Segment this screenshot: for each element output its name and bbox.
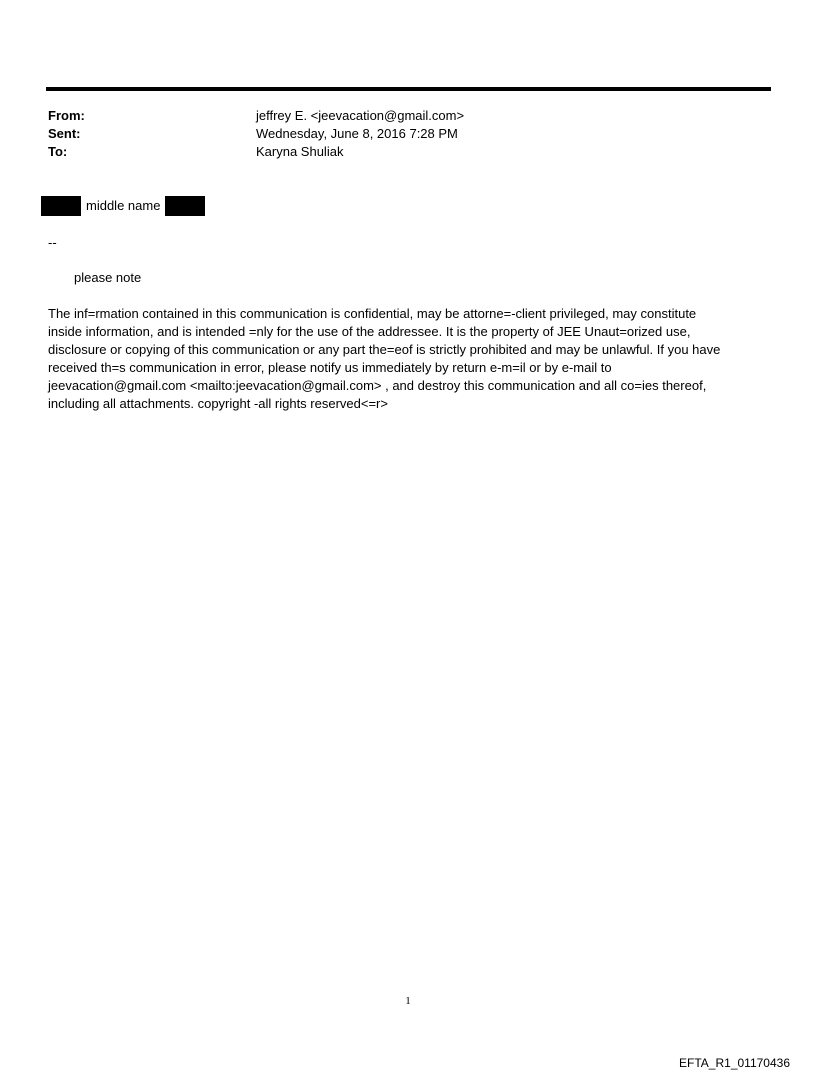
from-label: From: (48, 108, 85, 123)
email-header (48, 107, 464, 161)
bates-number: EFTA_R1_01170436 (679, 1056, 790, 1070)
disclaimer-line: jeevacation@gmail.com <mailto:jeevacation@gmail.com> , and destroy this communication and all co=ies thereof, (48, 378, 707, 393)
disclaimer-line: inside information, and is intended =nly for the use of the addressee. It is the property of JEE Unaut=orized use, (48, 324, 691, 339)
sent-value: Wednesday, June 8, 2016 7:28 PM (256, 126, 458, 141)
sent-row (48, 125, 464, 143)
to-label: To: (48, 144, 68, 159)
from-value: jeffrey E. <jeevacation@gmail.com> (256, 108, 465, 123)
to-row (48, 143, 464, 161)
disclaimer-line: The inf=rmation contained in this communication is confidential, may be attorne=-client privileged, may constitute (48, 306, 697, 321)
disclaimer-line: received th=s communication in error, please notify us immediately by return e-m=il or by e-mail to (48, 360, 612, 375)
message-text: middle name (86, 198, 161, 213)
redaction-block (165, 196, 205, 216)
disclaimer-line: including all attachments. copyright -all rights reserved<=r> (48, 396, 388, 411)
to-value: Karyna Shuliak (256, 144, 344, 159)
page-number: 1 (405, 995, 411, 1007)
signature-separator: -- (48, 235, 57, 250)
disclaimer-line: disclosure or copying of this communication or any part the=eof is strictly prohibited and may be unlawful. If you have (48, 342, 721, 357)
from-row (48, 107, 464, 125)
please-note-text: please note (74, 270, 142, 285)
confidentiality-disclaimer (48, 305, 768, 413)
redaction-block (41, 196, 81, 216)
sent-label: Sent: (48, 126, 81, 141)
redacted-message-line (41, 196, 205, 216)
header-divider (46, 87, 771, 91)
